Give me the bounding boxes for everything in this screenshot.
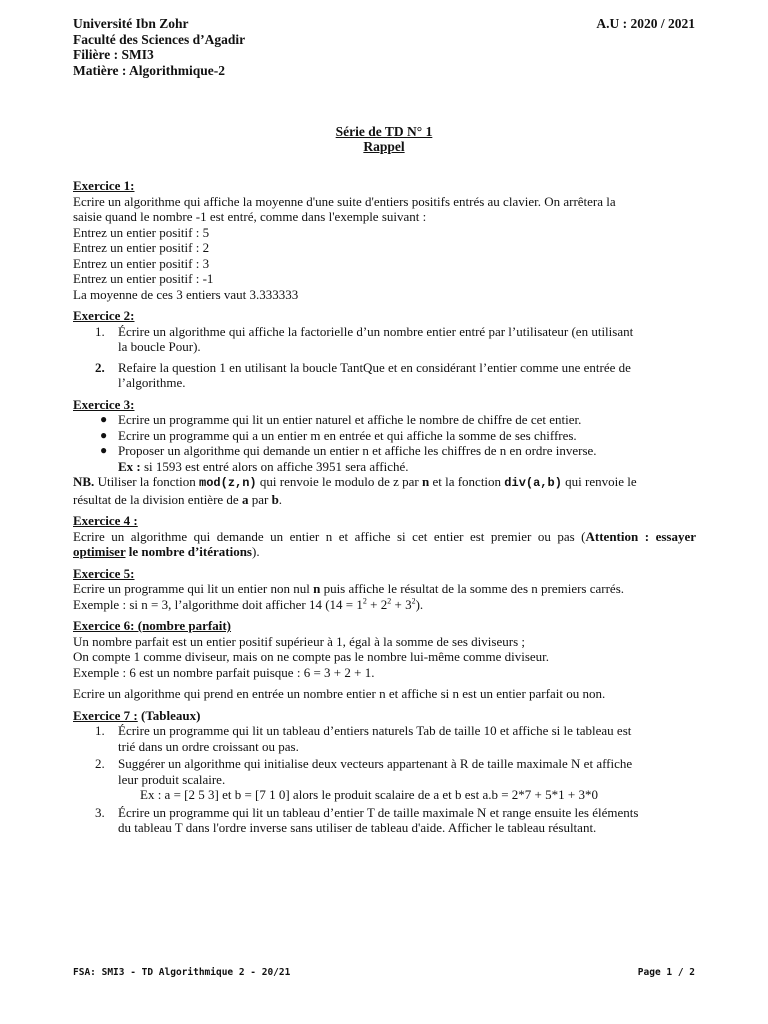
- exercise-1-title: Exercice 1:: [73, 178, 135, 193]
- page-footer: [73, 967, 695, 978]
- nb-text: Utiliser la fonction: [94, 474, 200, 489]
- variable-n: n: [421, 474, 430, 489]
- exercise-2: [73, 308, 696, 391]
- bullet-icon: ●: [100, 427, 108, 442]
- nb-text: résultat de la division entière de: [73, 491, 242, 507]
- exercise-4-text-2: [73, 544, 696, 560]
- exercise-text: puis affiche le résultat de la somme des n premiers carrés.: [320, 581, 625, 596]
- bullet-icon: ●: [100, 443, 108, 457]
- item-number: 2.: [95, 756, 105, 771]
- example-text: ).: [415, 596, 424, 612]
- series-subtitle: Rappel: [363, 139, 405, 154]
- item-number: 2.: [95, 359, 105, 375]
- exercise-7-subtitle: (Tableaux): [137, 707, 201, 723]
- example-text: + 2: [366, 596, 388, 612]
- list-item: [73, 723, 696, 754]
- item-text: Ecrire un programme qui a un entier m en entrée et qui affiche la somme de ses chiffres.: [118, 427, 577, 443]
- item-text: l’algorithme.: [118, 375, 186, 390]
- program-name: Filière : SMI3: [73, 47, 154, 62]
- mod-function: mod(z,n): [199, 476, 257, 490]
- exercise-4-title: Exercice 4 :: [73, 513, 138, 528]
- exercise-7-title: Exercice 7 :: [73, 707, 138, 723]
- exercise-5-title: Exercice 5:: [73, 565, 135, 581]
- item-text: leur produit scalaire.: [118, 771, 226, 787]
- bullet-icon: ●: [100, 412, 108, 426]
- nb-note-2: [73, 492, 696, 508]
- exercise-6-text-4: Ecrire un algorithme qui prend en entrée un nombre entier n et affiche si n est un entier parfait ou non.: [73, 686, 606, 701]
- exercise-6-text-1: Un nombre parfait est un entier positif supérieur à 1, égal à la somme de ses diviseurs ;: [73, 633, 525, 649]
- example-result: La moyenne de ces 3 entiers vaut 3.333333: [73, 286, 299, 302]
- exercise-5-text: [73, 581, 696, 597]
- exercise-6: [73, 618, 696, 702]
- item-number: 1.: [95, 723, 105, 738]
- document-header: [73, 16, 695, 78]
- variable-b: b: [271, 491, 279, 507]
- nb-label: NB.: [73, 474, 95, 489]
- page-number: Page 1 / 2: [637, 967, 695, 978]
- academic-year: A.U : 2020 / 2021: [596, 16, 695, 31]
- exercise-6-text-3: Exemple : 6 est un nombre parfait puisque : 6 = 3 + 2 + 1.: [73, 664, 375, 680]
- variable-n: n: [313, 581, 321, 596]
- example-line-3: Entrez un entier positif : 3: [73, 255, 210, 271]
- item-number: 1.: [95, 323, 105, 339]
- list-item: [73, 805, 696, 836]
- attention-note: Attention : essayer: [585, 528, 696, 544]
- optimize-word: optimiser: [73, 544, 126, 559]
- exercise-text: Ecrire un programme qui lit un entier non nul: [73, 581, 314, 596]
- item-text: Écrire un algorithme qui affiche la factorielle d’un nombre entier entré par l’utilisateur (en utilisant: [118, 323, 634, 339]
- exercise-2-title: Exercice 2:: [73, 308, 135, 323]
- exercise-1: [73, 178, 696, 302]
- item-text: Ecrire un programme qui lit un entier naturel et affiche le nombre de chiffre de cet entier.: [118, 412, 582, 427]
- item-text: Proposer un algorithme qui demande un entier n et affiche les chiffres de n en ordre inverse.: [118, 443, 597, 458]
- exercise-3-title: Exercice 3:: [73, 396, 135, 412]
- exercise-4-text: [73, 529, 696, 545]
- nb-text: et la fonction: [429, 474, 505, 489]
- exercise-6-text-2: On compte 1 comme diviseur, mais on ne compte pas le nombre lui-même comme diviseur.: [73, 649, 550, 664]
- series-title: Série de TD N° 1: [335, 124, 433, 139]
- nb-text: .: [278, 491, 283, 507]
- nb-note: [73, 474, 696, 492]
- item-text: la boucle Pour).: [118, 339, 201, 354]
- example-line-4: Entrez un entier positif : -1: [73, 271, 214, 286]
- footer-course-label: FSA: SMI3 - TD Algorithmique 2 - 20/21: [73, 967, 291, 978]
- item-text: trié dans un ordre croissant ou pas.: [118, 738, 299, 754]
- exercise-6-heading: [73, 618, 696, 634]
- example-label: Ex :: [118, 458, 141, 474]
- faculty-name: Faculté des Sciences d’Agadir: [73, 31, 246, 47]
- item-text: Écrire un programme qui lit un tableau d’entiers naturels Tab de taille 10 et affiche si le tableau est: [118, 723, 632, 738]
- exercise-3: [73, 397, 696, 508]
- exercise-5: [73, 566, 696, 613]
- exercise-6-title: Exercice 6:: [73, 618, 135, 633]
- exercise-text: ).: [251, 544, 260, 559]
- nb-text: par: [248, 491, 272, 507]
- list-item: [73, 324, 696, 355]
- attention-note: le nombre d’itérations: [125, 544, 252, 559]
- example-text: + 3: [391, 596, 412, 612]
- list-item: [73, 360, 696, 391]
- list-item: [73, 412, 696, 428]
- item-text: Écrire un programme qui lit un tableau d’entier T de taille maximale N et range ensuite les éléments: [118, 804, 639, 820]
- example-line-2: Entrez un entier positif : 2: [73, 240, 210, 255]
- list-item: [73, 756, 696, 803]
- exercise-7: [73, 708, 696, 836]
- div-function: div(a,b): [504, 476, 562, 490]
- nb-text: qui renvoie le modulo de z par: [256, 474, 422, 489]
- item-example: Ex : a = [2 5 3] et b = [7 1 0] alors le produit scalaire de a et b est a.b = 2*7 + 5*1 + 3*0: [140, 787, 598, 802]
- example-note: [73, 459, 696, 475]
- item-text: Suggérer un algorithme qui initialise deux vecteurs appartenant à R de taille maximale N et affiche: [118, 756, 633, 771]
- exercise-5-example: [73, 597, 696, 613]
- item-text: du tableau T dans l'ordre inverse sans utiliser de tableau d'aide. Afficher le tableau résultant.: [118, 820, 597, 835]
- exercise-1-text-1: Ecrire un algorithme qui affiche la moyenne d'une suite d'entiers positifs entrés au clavier. On arrêtera la: [73, 193, 616, 209]
- exercise-7-heading: [73, 708, 696, 724]
- exercise-4: [73, 513, 696, 560]
- example-line-1: Entrez un entier positif : 5: [73, 224, 210, 240]
- item-text: Refaire la question 1 en utilisant la boucle TantQue et en considérant l’entier comme une entrée de: [118, 359, 631, 375]
- exercise-content: [73, 178, 696, 842]
- exponent: 2: [387, 596, 392, 606]
- exponent: 2: [411, 596, 416, 606]
- document-title: [0, 124, 768, 154]
- list-item: [73, 443, 696, 459]
- example-text: Exemple : si n = 3, l’algorithme doit afficher 14 (14 = 1: [73, 596, 363, 612]
- list-item: [73, 428, 696, 444]
- university-name: Université Ibn Zohr: [73, 16, 189, 31]
- exercise-text: Ecrire un algorithme qui demande un entier n et affiche si cet entier est premier ou pas (: [73, 528, 586, 544]
- variable-a: a: [241, 491, 249, 507]
- nb-text: qui renvoie le: [561, 474, 637, 489]
- exercise-1-text-2: saisie quand le nombre -1 est entré, comme dans l'exemple suivant :: [73, 209, 427, 224]
- example-text: si 1593 est entré alors on affiche 3951 sera affiché.: [140, 458, 409, 474]
- item-number: 3.: [95, 804, 105, 820]
- exercise-6-subtitle: (nombre parfait): [134, 618, 232, 633]
- subject-name: Matière : Algorithmique-2: [73, 62, 225, 78]
- exponent: 2: [362, 596, 367, 606]
